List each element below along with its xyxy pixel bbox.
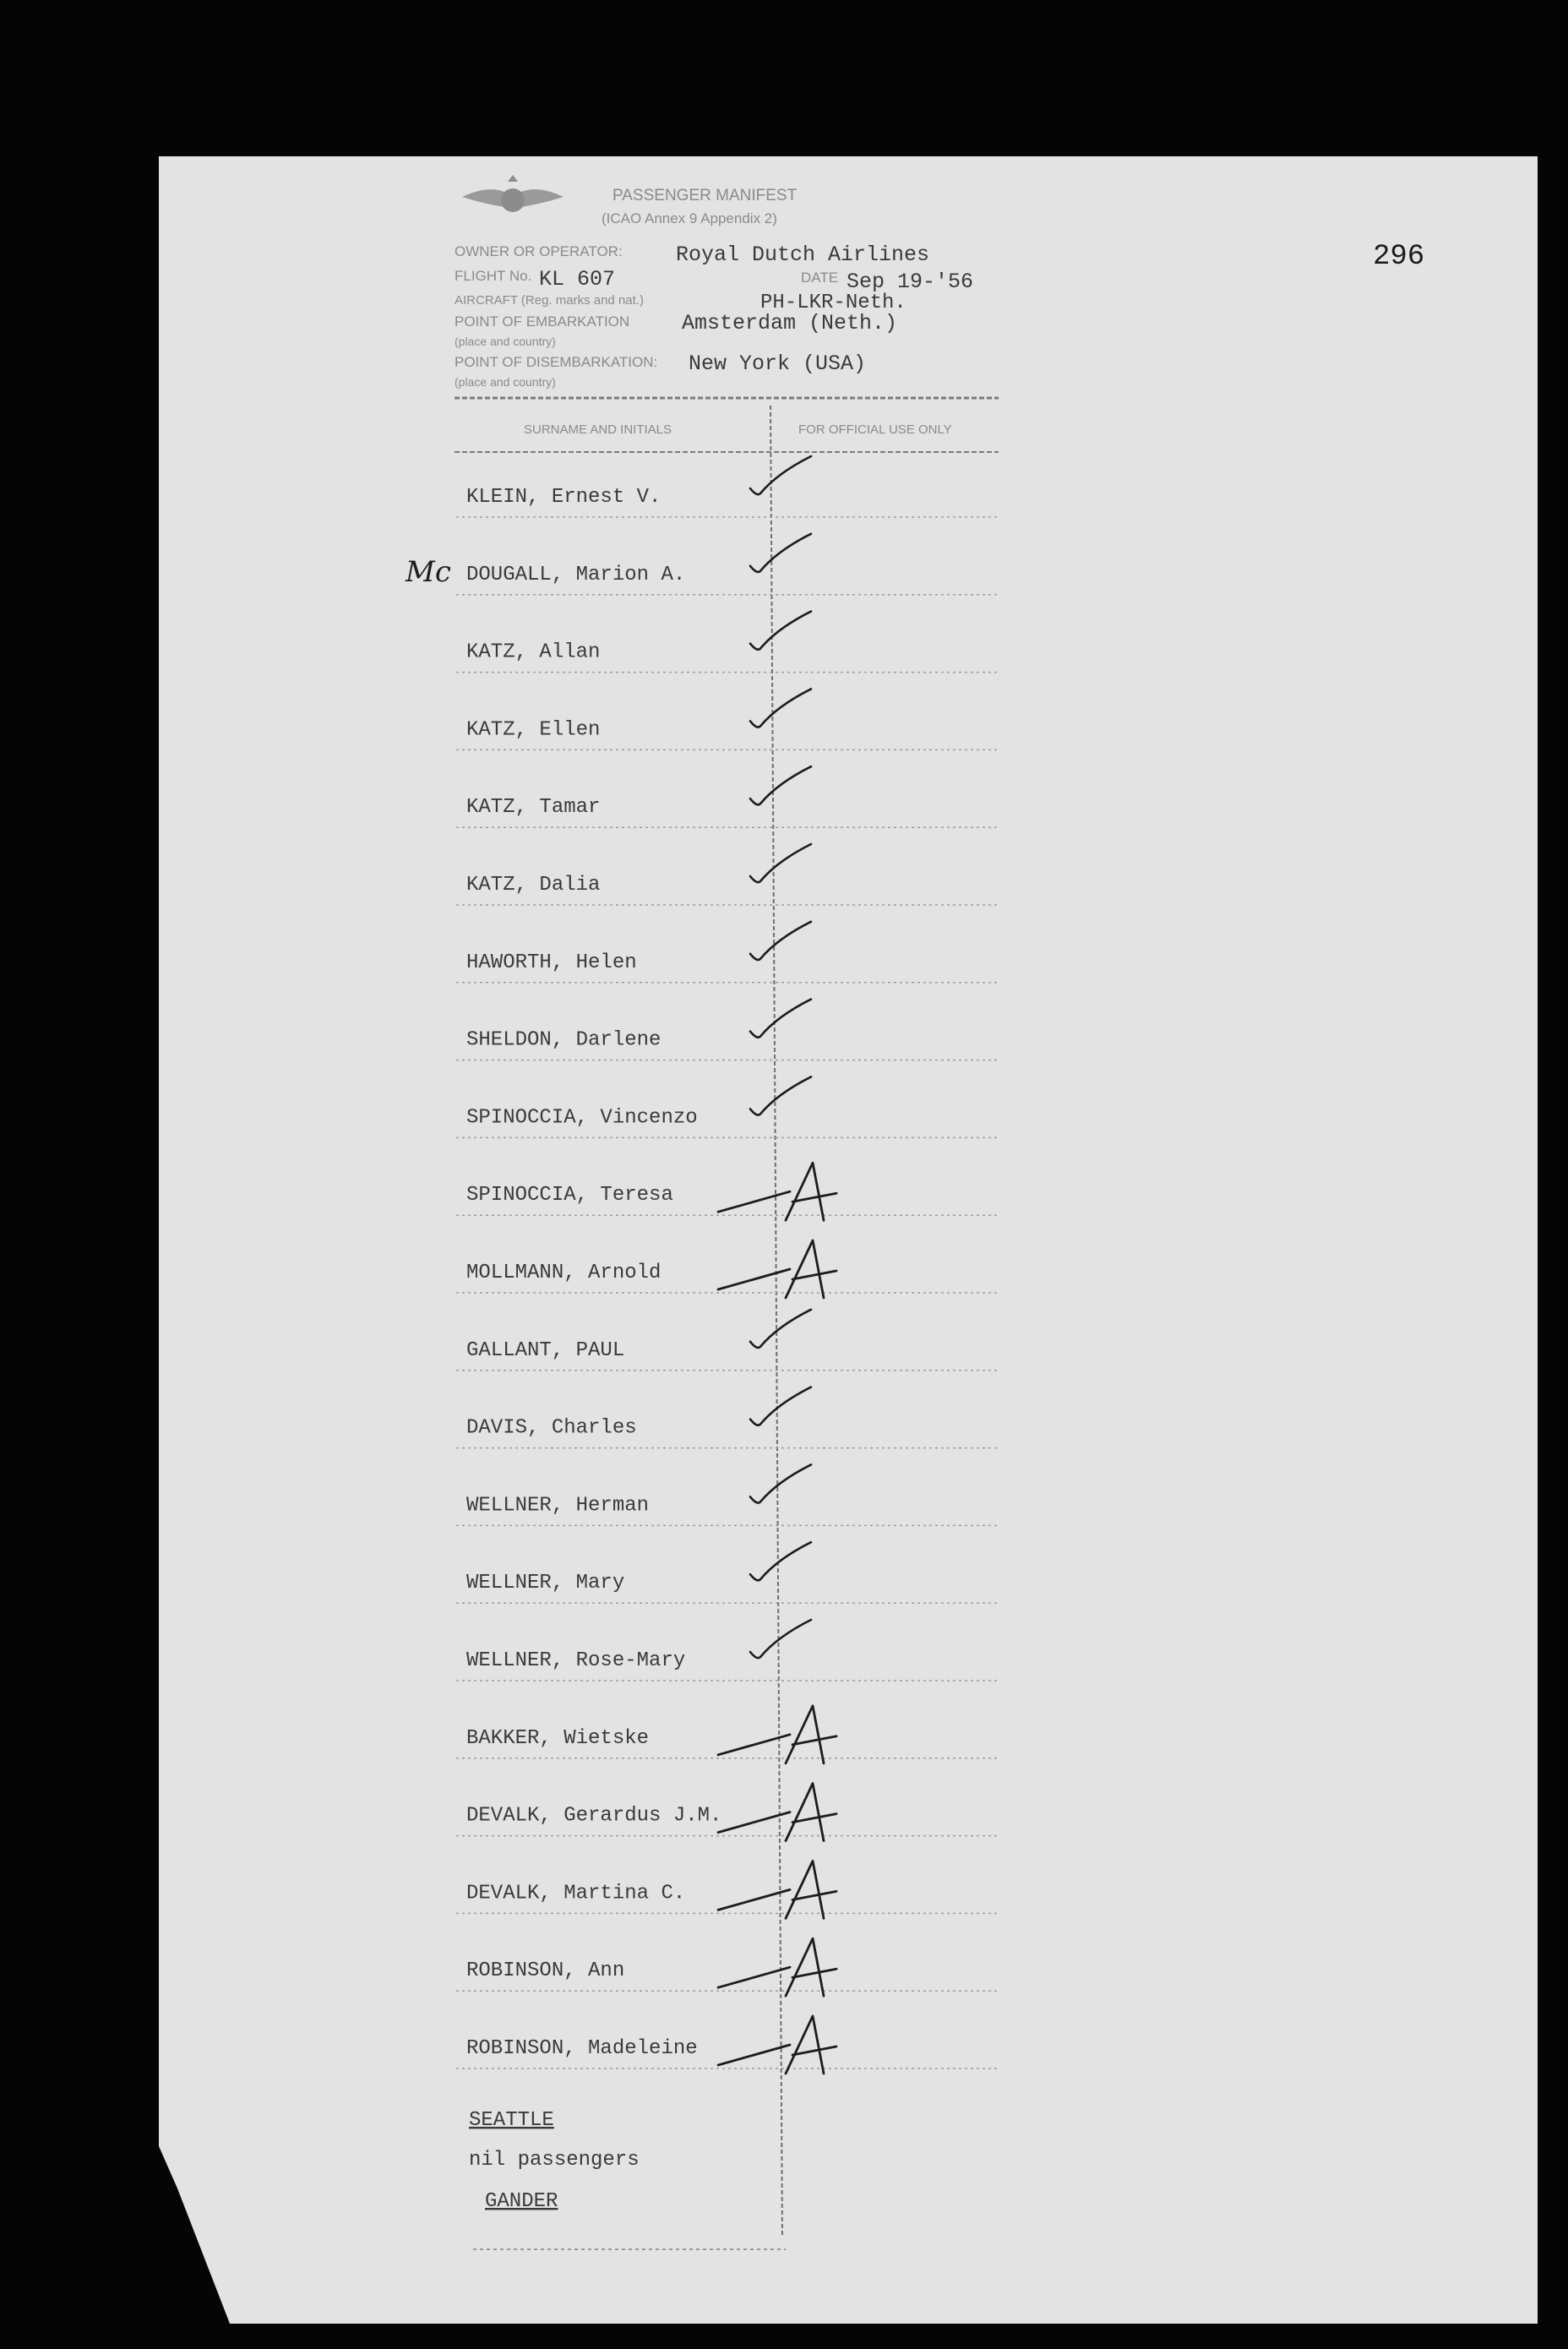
passenger-name: MOLLMANN, Arnold	[466, 1262, 662, 1284]
passenger-name: KATZ, Tamar	[466, 796, 601, 820]
column-header-official-use: FOR OFFICIAL USE ONLY	[798, 422, 952, 437]
passenger-name: KLEIN, Ernest V.	[466, 486, 662, 509]
paper-sheet	[159, 156, 1538, 2324]
embarkation-label: POINT OF EMBARKATION	[455, 313, 630, 330]
date-label: DATE	[801, 270, 839, 286]
passenger-name: ROBINSON, Madeleine	[466, 2037, 698, 2060]
aircraft-value: PH-LKR-Neth.	[760, 292, 906, 314]
passenger-name: KATZ, Dalia	[466, 874, 601, 897]
passenger-name: WELLNER, Mary	[466, 1572, 625, 1595]
flight-label: FLIGHT No.	[455, 268, 532, 284]
disembarkation-label: POINT OF DISEMBARKATION:	[455, 354, 658, 370]
aircraft-label: AIRCRAFT (Reg. marks and nat.)	[455, 293, 644, 308]
passenger-name: DEVALK, Gerardus J.M.	[466, 1804, 722, 1828]
passenger-name: WELLNER, Herman	[466, 1494, 650, 1518]
embarkation-value: Amsterdam (Neth.)	[682, 311, 898, 335]
passenger-name: DEVALK, Martina C.	[466, 1882, 686, 1905]
passenger-name: BAKKER, Wietske	[466, 1726, 650, 1750]
date-value: Sep 19-'56	[847, 270, 974, 294]
flight-value: KL 607	[539, 267, 616, 292]
manifest-subtitle: (ICAO Annex 9 Appendix 2)	[602, 210, 777, 226]
passenger-name: GALLANT, PAUL	[466, 1338, 625, 1362]
manifest-title: PASSENGER MANIFEST	[612, 187, 798, 204]
passenger-name: SPINOCCIA, Teresa	[466, 1184, 673, 1207]
passenger-name: HAWORTH, Helen	[466, 951, 637, 974]
passenger-name: DOUGALL, Marion A.	[466, 563, 686, 586]
passenger-name: SPINOCCIA, Vincenzo	[466, 1106, 698, 1130]
column-header-surname: SURNAME AND INITIALS	[524, 422, 672, 437]
passenger-name: ROBINSON, Ann	[466, 1959, 625, 1983]
handwritten-prefix: Mc	[406, 554, 451, 589]
footer-heading-seattle: SEATTLE	[469, 2109, 554, 2132]
passenger-name: SHELDON, Darlene	[466, 1028, 662, 1052]
page-number: 296	[1373, 241, 1425, 273]
owner-label: OWNER OR OPERATOR:	[455, 243, 623, 259]
passenger-name: WELLNER, Rose-Mary	[466, 1649, 686, 1672]
embarkation-sublabel: (place and country)	[455, 335, 556, 348]
passenger-name: DAVIS, Charles	[466, 1416, 637, 1440]
owner-value: Royal Dutch Airlines	[676, 243, 930, 267]
footer-heading-gander: GANDER	[485, 2190, 558, 2213]
passenger-name: KATZ, Ellen	[466, 718, 601, 742]
disembarkation-sublabel: (place and country)	[455, 375, 556, 389]
disembarkation-value: New York (USA)	[689, 352, 867, 376]
passenger-name: KATZ, Allan	[466, 640, 601, 664]
footer-note: nil passengers	[469, 2149, 640, 2172]
